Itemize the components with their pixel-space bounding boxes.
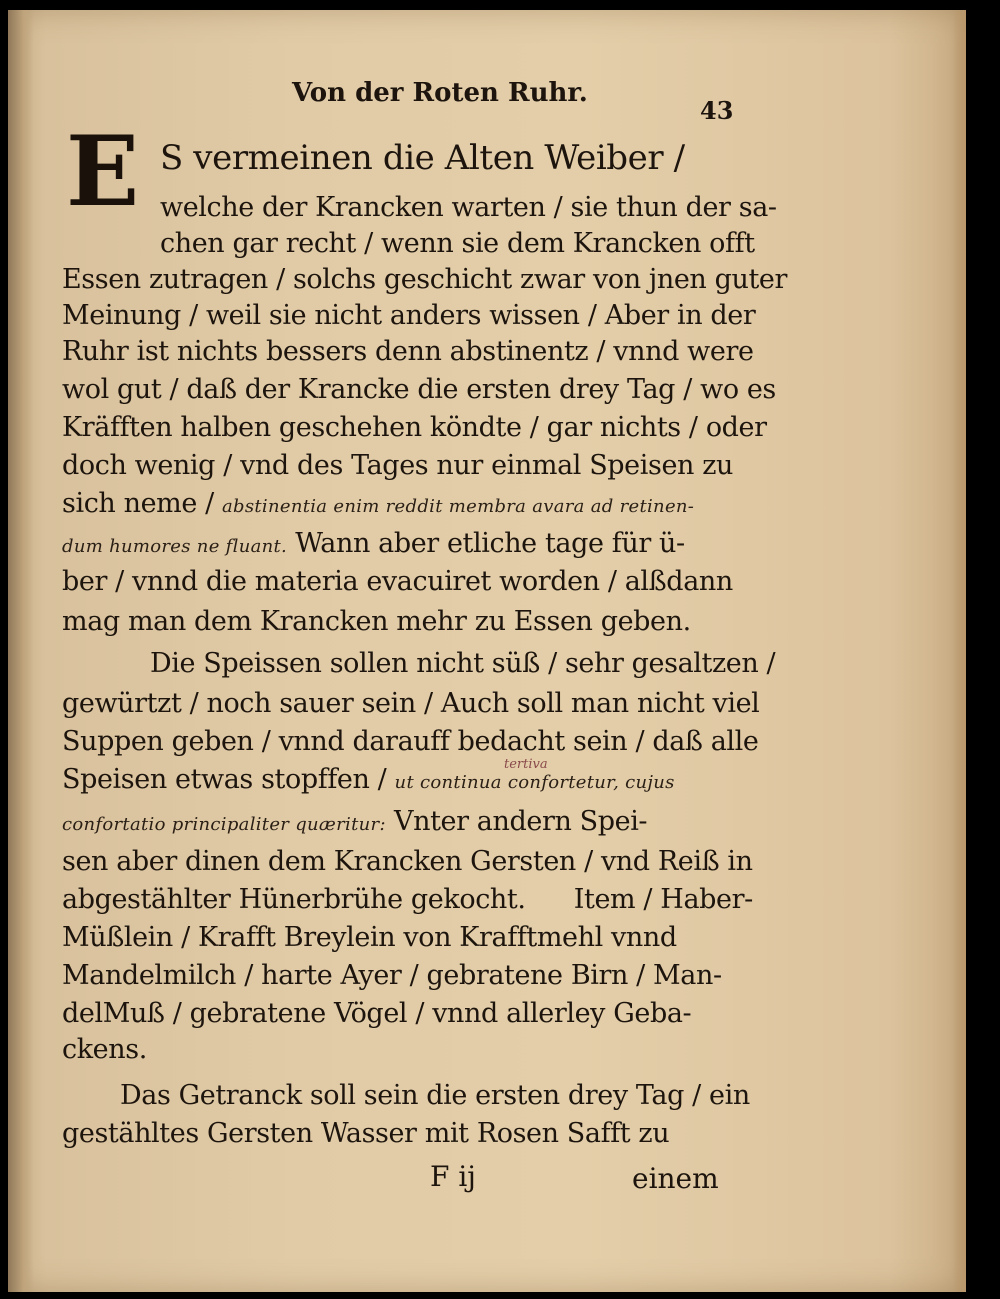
text-segment: Speisen etwas stopffen / — [62, 764, 387, 795]
catchword: einem — [632, 1162, 719, 1195]
signature-mark: F ij — [430, 1160, 476, 1193]
text-line: Ruhr ist nichts bessers denn abstinentz / vnnd were — [62, 336, 754, 367]
text-segment: Wann aber etliche tage für ü- — [295, 528, 685, 559]
text-line: Die Speissen sollen nicht süß / sehr gesaltzen / — [150, 648, 776, 679]
page-edge-shadow — [952, 10, 966, 1292]
page-gutter-shadow — [8, 10, 34, 1292]
text-line: welche der Krancken warten / sie thun der sa- — [160, 192, 777, 223]
text-line: ckens. — [62, 1034, 147, 1065]
text-line: S vermeinen die Alten Weiber / — [160, 138, 685, 178]
text-line-mixed — [62, 528, 685, 559]
latin-quotation: abstinentia enim reddit membra avara ad retinen- — [222, 496, 695, 517]
latin-quotation: ut continua confortetur, cujus — [394, 772, 675, 793]
text-line-mixed — [62, 806, 647, 837]
text-line: gestähltes Gersten Wasser mit Rosen Safft zu — [62, 1118, 670, 1149]
text-line: Mandelmilch / harte Ayer / gebratene Birn / Man- — [62, 960, 722, 991]
text-line: Müßlein / Krafft Breylein von Krafftmehl vnnd — [62, 922, 677, 953]
text-line: chen gar recht / wenn sie dem Krancken offt — [160, 228, 755, 259]
text-line: delMuß / gebratene Vögel / vnnd allerley Geba- — [62, 998, 692, 1029]
text-line: Das Getranck soll sein die ersten drey Tag / ein — [120, 1080, 750, 1111]
text-line: Essen zutragen / solchs geschicht zwar von jnen guter — [62, 264, 787, 295]
text-line: Kräfften halben geschehen köndte / gar nichts / oder — [62, 412, 767, 443]
text-segment: abgestählter Hünerbrühe gekocht. — [62, 884, 526, 915]
latin-quotation: dum humores ne fluant. — [62, 536, 288, 557]
latin-quotation: confortatio principaliter quæritur: — [62, 814, 386, 835]
page-number: 43 — [700, 96, 734, 125]
text-line-mixed — [62, 884, 753, 915]
text-line: Meinung / weil sie nicht anders wissen / Aber in der — [62, 300, 756, 331]
text-line: Suppen geben / vnnd darauff bedacht sein / daß alle — [62, 726, 759, 757]
text-segment: sich neme / — [62, 488, 214, 519]
text-line: mag man dem Krancken mehr zu Essen geben. — [62, 606, 691, 637]
text-line: gewürtzt / noch sauer sein / Auch soll man nicht viel — [62, 688, 760, 719]
text-line-mixed — [62, 764, 675, 795]
text-line-mixed — [62, 488, 694, 519]
text-line: wol gut / daß der Krancke die ersten drey Tag / wo es — [62, 374, 776, 405]
text-segment: Vnter andern Spei- — [394, 806, 648, 837]
decorated-initial-letter: E — [66, 115, 140, 228]
text-line: ber / vnnd die materia evacuiret worden / alßdann — [62, 566, 733, 597]
text-line: doch wenig / vnd des Tages nur einmal Speisen zu — [62, 450, 734, 481]
handwritten-annotation: tertiva — [504, 757, 548, 772]
text-line: sen aber dinen dem Krancken Gersten / vnd Reiß in — [62, 846, 753, 877]
running-head: Von der Roten Ruhr. — [292, 78, 588, 108]
text-segment: Item / Haber- — [573, 884, 753, 915]
